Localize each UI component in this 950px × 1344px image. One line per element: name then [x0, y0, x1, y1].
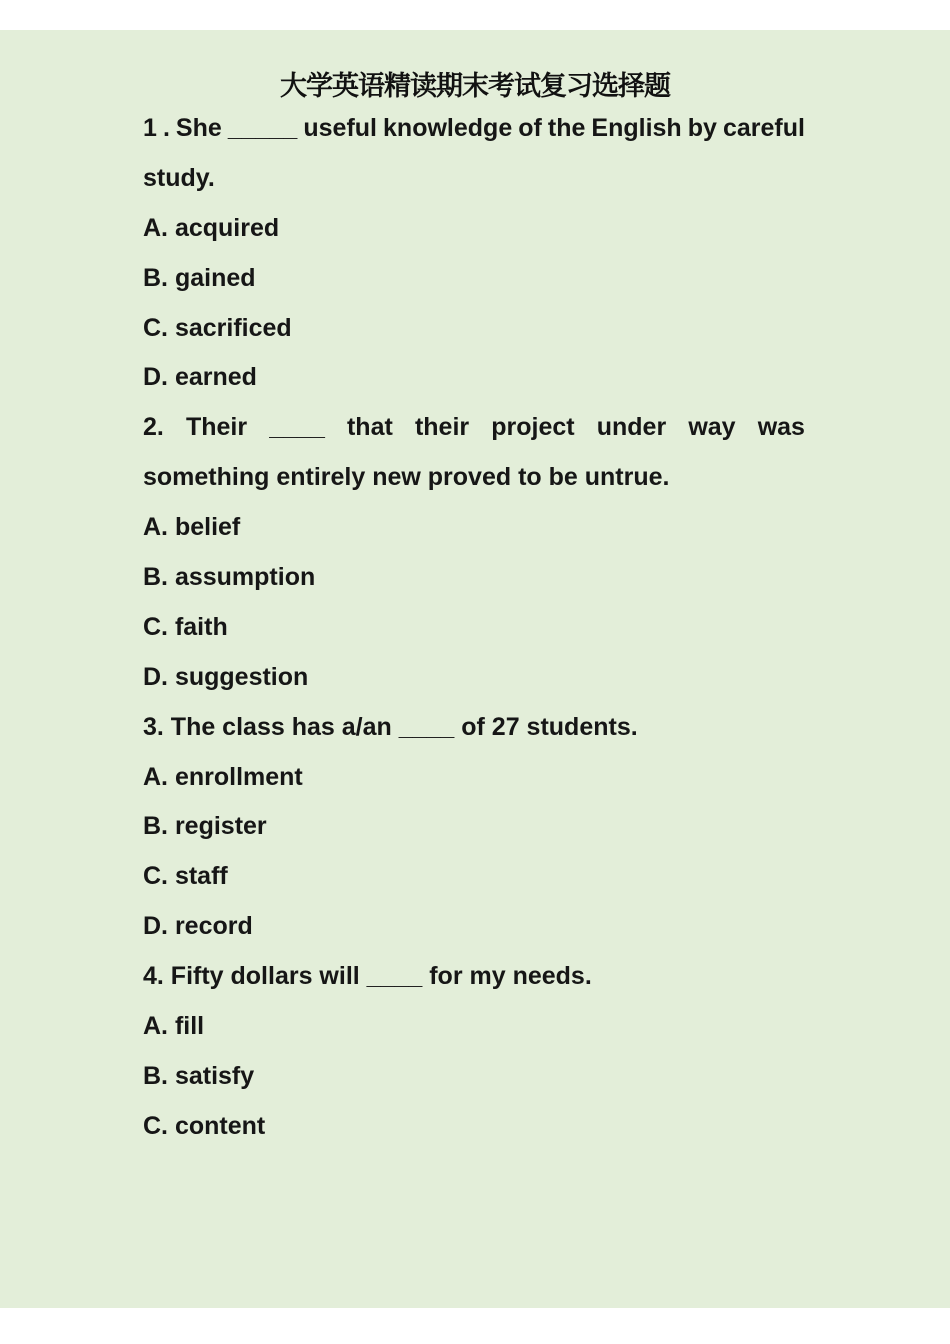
question-1-option-c: C. sacrificed [143, 313, 292, 342]
word: that [346, 413, 393, 442]
word: was [757, 413, 805, 442]
question-list [143, 104, 805, 1152]
word: way [688, 413, 736, 442]
word: project [491, 413, 575, 442]
word: English [591, 114, 682, 142]
word: ____ [269, 413, 325, 442]
word: Their [185, 413, 248, 442]
question-1-option-a: A. acquired [143, 213, 280, 242]
word: 2. [143, 413, 164, 442]
question-3-stem: 3. The class has a/an ____ of 27 students. [143, 712, 638, 741]
question-4-option-a: A. fill [143, 1012, 205, 1041]
page-title: 大学英语精读期末考试复习选择题 [280, 71, 670, 102]
word: of [518, 114, 542, 142]
question-1-option-b: B. gained [143, 263, 256, 292]
question-4-option-b: B. satisfy [143, 1061, 255, 1090]
word: their [414, 413, 470, 442]
word: She [175, 114, 222, 142]
word: careful [722, 114, 805, 142]
question-2-line-1 [143, 403, 805, 453]
word: 1 [143, 114, 157, 142]
question-2-option-a: A. belief [143, 513, 241, 542]
word: by [687, 114, 717, 142]
question-4-option-c: C. content [143, 1111, 266, 1140]
question-3-option-c: C. staff [143, 862, 228, 891]
word: _____ [227, 114, 298, 142]
question-3-option-b: B. register [143, 812, 267, 841]
word: under [596, 413, 667, 442]
question-1-line-2: study. [143, 163, 215, 192]
question-2-option-b: B. assumption [143, 563, 316, 592]
word: . [162, 114, 170, 142]
question-2-line-2: something entirely new proved to be untrue. [143, 463, 670, 492]
word: useful [303, 114, 377, 142]
word: knowledge [383, 114, 513, 142]
question-1-option-d: D. earned [143, 363, 257, 392]
question-3-option-d: D. record [143, 912, 253, 941]
question-1-line-1 [143, 104, 805, 154]
question-4-stem: 4. Fifty dollars will ____ for my needs. [143, 962, 592, 991]
word: the [547, 114, 586, 142]
question-3-option-a: A. enrollment [143, 762, 303, 791]
question-2-option-d: D. suggestion [143, 662, 309, 691]
question-2-option-c: C. faith [143, 612, 228, 641]
